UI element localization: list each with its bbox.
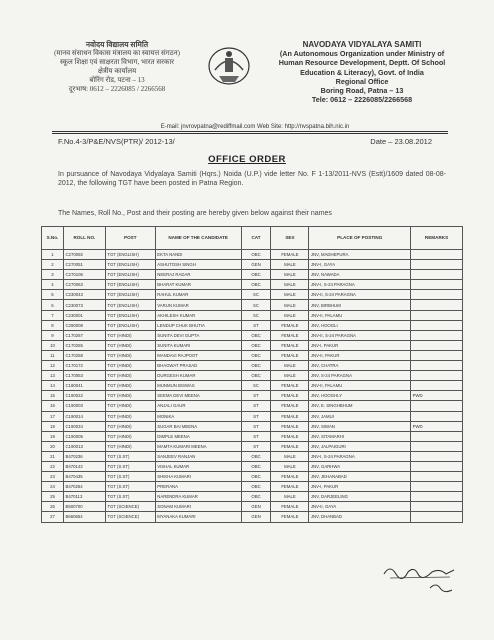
sno-cell: 8 [42, 320, 64, 330]
table-row [42, 482, 463, 492]
sex-cell: MALE [271, 371, 309, 381]
sex-cell: FEMALE [271, 512, 309, 522]
category-cell: OBC [241, 482, 271, 492]
sno-cell: 18 [42, 421, 64, 431]
posting-place-cell: JNV, JALPAIGURI [309, 441, 411, 451]
table-row [42, 401, 463, 411]
post-cell: TGT (HINDI) [105, 401, 155, 411]
name-cell: MANDAVI RAJPOOT [155, 350, 241, 360]
sno-cell: 16 [42, 401, 64, 411]
roll-no-cell: B470264 [63, 482, 105, 492]
hindi-line: (मानव संसाधन विकास मंत्रालय का स्वायत्त संगठन) [54, 49, 180, 57]
sno-cell: 15 [42, 391, 64, 401]
reference-number: F.No.4-3/P&E/NVS(PTR)/ 2012-13/ [58, 137, 175, 146]
roll-no-cell: C270092 [63, 250, 105, 260]
sno-cell: 23 [42, 472, 64, 482]
posting-place-cell: JNV-II, S-24 PARAGNA [309, 330, 411, 340]
posting-place-cell: JNV-II, S-24 PARAGNA [309, 290, 411, 300]
english-line: (An Autonomous Organization under Ministry of [279, 49, 445, 59]
table-row [42, 472, 463, 482]
category-cell: OBC [241, 492, 271, 502]
name-cell: BHAGWAT PRASAD [155, 361, 241, 371]
name-cell: SONAM KUMARI [155, 502, 241, 512]
category-cell: OBC [241, 340, 271, 350]
posting-place-cell: JNV, GARHWA [309, 461, 411, 471]
roll-no-cell: C190014 [63, 411, 105, 421]
remarks-cell [411, 270, 463, 280]
col-header: S.No. [42, 227, 64, 250]
remarks-cell [411, 290, 463, 300]
table-row [42, 421, 463, 431]
name-cell: PRERANA [155, 482, 241, 492]
posting-place-cell: JNV, E. SINGHBHUM [309, 401, 411, 411]
intro-paragraph: In pursuance of Navodaya Vidyalaya Samiti (Hqrs.) Noida (U.P.) vide letter No. F 1-13/2011-NVS (Estt)/1609 dated 08-08-2012, the following TGT have been posted in Patna Region. [58, 171, 446, 188]
sno-cell: 2 [42, 260, 64, 270]
sno-cell: 9 [42, 330, 64, 340]
posting-place-cell: JNV, S-24 PARAGNA [309, 371, 411, 381]
remarks-cell [411, 451, 463, 461]
sno-cell: 3 [42, 270, 64, 280]
category-cell: OBC [241, 371, 271, 381]
post-cell: TGT (SCIENCE) [105, 502, 155, 512]
post-cell: TGT (S.ST) [105, 461, 155, 471]
table-row [42, 270, 463, 280]
roll-no-cell: C270106 [63, 270, 105, 280]
name-cell: BHARAT KUMAR [155, 280, 241, 290]
sno-cell: 4 [42, 280, 64, 290]
name-cell: MAMTA KUMARI MEENA [155, 441, 241, 451]
posting-place-cell: JNV-II, PALAMU [309, 310, 411, 320]
post-cell: TGT (ENGLISH) [105, 290, 155, 300]
posting-table [41, 226, 463, 523]
contact-line: E-mail: jnvrovpatna@rediffmail.com Web Site: http://nvspatna.bih.nic.in [160, 124, 350, 130]
sno-cell: 7 [42, 310, 64, 320]
table-row [42, 492, 463, 502]
posting-place-cell: JNV, HOOGHLY [309, 391, 411, 401]
col-header: REMARKS [411, 227, 463, 250]
table-row [42, 461, 463, 471]
category-cell: ST [241, 421, 271, 431]
post-cell: TGT (S.ST) [105, 482, 155, 492]
sex-cell: FEMALE [271, 340, 309, 350]
posting-place-cell: JNV-I, S-24 PARAGNA [309, 280, 411, 290]
name-cell: VARUN KUMAR [155, 300, 241, 310]
posting-place-cell: JNV-II, GAYA [309, 502, 411, 512]
posting-place-cell: JNV, NAWADA [309, 270, 411, 280]
posting-place-cell: JNV, HOOGLI [309, 320, 411, 330]
roll-no-cell: C230043 [63, 290, 105, 300]
sno-cell: 21 [42, 451, 64, 461]
sno-cell: 13 [42, 371, 64, 381]
roll-no-cell: B500700 [63, 502, 105, 512]
table-row [42, 310, 463, 320]
sex-cell: FEMALE [271, 401, 309, 411]
hindi-header [42, 40, 192, 94]
name-cell: MYANAKA KUMARI [155, 512, 241, 522]
roll-no-cell: B470236 [63, 451, 105, 461]
sno-cell: 10 [42, 340, 64, 350]
name-cell: ASHUTOSH SINGH [155, 260, 241, 270]
roll-no-cell: C270063 [63, 280, 105, 290]
category-cell: SC [241, 300, 271, 310]
col-header: NAME OF THE CANDIDATE [155, 227, 241, 250]
sex-cell: MALE [271, 361, 309, 371]
posting-place-cell: JNV, JEHANABAD [309, 472, 411, 482]
table-header-row [42, 227, 463, 250]
category-cell: SC [241, 381, 271, 391]
remarks-cell [411, 492, 463, 502]
post-cell: TGT (HINDI) [105, 391, 155, 401]
category-cell: OBC [241, 330, 271, 340]
name-cell: AKHILESH KUMAR [155, 310, 241, 320]
sex-cell: MALE [271, 310, 309, 320]
hindi-line: दूरभाष: 0612 – 2226085 / 2266568 [68, 85, 166, 93]
post-cell: TGT (HINDI) [105, 381, 155, 391]
category-cell: ST [241, 320, 271, 330]
category-cell: GEN [241, 512, 271, 522]
sno-cell: 11 [42, 350, 64, 360]
posting-place-cell: JNV-I, PAKUR [309, 340, 411, 350]
category-cell: OBC [241, 250, 271, 260]
roll-no-cell: C190013 [63, 441, 105, 451]
post-cell: TGT (HINDI) [105, 431, 155, 441]
category-cell: GEN [241, 502, 271, 512]
roll-no-cell: B470113 [63, 492, 105, 502]
table-row [42, 361, 463, 371]
remarks-cell: PWD [411, 391, 463, 401]
english-header [262, 40, 462, 104]
table-row [42, 431, 463, 441]
name-cell: MUNMUN BISWAS [155, 381, 241, 391]
divider [52, 133, 448, 134]
name-cell: MONIKA [155, 411, 241, 421]
sno-cell: 19 [42, 431, 64, 441]
remarks-cell [411, 250, 463, 260]
posting-place-cell: JNV, SIWAN [309, 421, 411, 431]
post-cell: TGT (ENGLISH) [105, 250, 155, 260]
table-row [42, 512, 463, 522]
sex-cell: FEMALE [271, 320, 309, 330]
col-header: PLACE OF POSTING [309, 227, 411, 250]
table-row [42, 451, 463, 461]
table-body [42, 250, 463, 523]
sex-cell: FEMALE [271, 391, 309, 401]
sex-cell: MALE [271, 290, 309, 300]
divider [52, 131, 448, 132]
table-row [42, 280, 463, 290]
page-title: OFFICE ORDER [208, 154, 286, 165]
remarks-cell [411, 502, 463, 512]
name-cell: SUNITA DEVI GUPTA [155, 330, 241, 340]
sex-cell: FEMALE [271, 502, 309, 512]
col-header: ROLL NO. [63, 227, 105, 250]
roll-no-cell: C290008 [63, 320, 105, 330]
name-cell: SEEMA DEVI MEENA [155, 391, 241, 401]
hindi-line: नवोदय विद्यालय समिति [85, 40, 149, 49]
sno-cell: 12 [42, 361, 64, 371]
posting-place-cell: JNV, MADHEPURA [309, 250, 411, 260]
name-cell: RAHUL KUMAR [155, 290, 241, 300]
name-cell: DURGESH KUMAR [155, 371, 241, 381]
roll-no-cell: C170258 [63, 350, 105, 360]
table-row [42, 330, 463, 340]
roll-no-cell: C230073 [63, 300, 105, 310]
posting-place-cell: JNV-I, S-24 PARAGNA [309, 451, 411, 461]
roll-no-cell: B660654 [63, 512, 105, 522]
sex-cell: FEMALE [271, 441, 309, 451]
english-line: Education & Literacy), Govt. of India [300, 67, 424, 77]
table-row [42, 290, 463, 300]
table-row [42, 381, 463, 391]
sno-cell: 27 [42, 512, 64, 522]
sno-cell: 26 [42, 502, 64, 512]
posting-place-cell: JNV-I, GAYA [309, 260, 411, 270]
table-row [42, 320, 463, 330]
list-intro-paragraph: The Names, Roll No., Post and their posting are hereby given below against their names [58, 210, 332, 217]
name-cell: LENDUP CHUK BHUTIA [155, 320, 241, 330]
post-cell: TGT (HINDI) [105, 350, 155, 360]
table-row [42, 391, 463, 401]
hindi-line: स्कूल शिक्षा एवं साक्षरता विभाग, भारत सरकार [59, 58, 175, 66]
col-header: POST [105, 227, 155, 250]
post-cell: TGT (ENGLISH) [105, 280, 155, 290]
remarks-cell [411, 431, 463, 441]
post-cell: TGT (HINDI) [105, 441, 155, 451]
roll-no-cell: C170172 [63, 361, 105, 371]
category-cell: OBC [241, 472, 271, 482]
order-date: Date – 23.08.2012 [370, 137, 432, 146]
posting-place-cell: JNV, JAMUI [309, 411, 411, 421]
post-cell: TGT (HINDI) [105, 411, 155, 421]
category-cell: OBC [241, 350, 271, 360]
post-cell: TGT (HINDI) [105, 330, 155, 340]
sex-cell: FEMALE [271, 472, 309, 482]
table-row [42, 441, 463, 451]
post-cell: TGT (ENGLISH) [105, 310, 155, 320]
category-cell: SC [241, 290, 271, 300]
sex-cell: FEMALE [271, 421, 309, 431]
table-row [42, 340, 463, 350]
roll-no-cell: C270051 [63, 260, 105, 270]
col-header: SEX [271, 227, 309, 250]
roll-no-cell: C180041 [63, 381, 105, 391]
sex-cell: FEMALE [271, 350, 309, 360]
post-cell: TGT (ENGLISH) [105, 320, 155, 330]
post-cell: TGT (ENGLISH) [105, 260, 155, 270]
roll-no-cell: C230001 [63, 310, 105, 320]
name-cell: ANJALI GAUR [155, 401, 241, 411]
signature-image [380, 560, 460, 600]
remarks-cell [411, 300, 463, 310]
table-row [42, 250, 463, 260]
sex-cell: FEMALE [271, 381, 309, 391]
remarks-cell [411, 461, 463, 471]
sno-cell: 20 [42, 441, 64, 451]
posting-place-cell: JNV-I, PAKUR [309, 482, 411, 492]
name-cell: VISHAL KUMAR [155, 461, 241, 471]
roll-no-cell: C190003 [63, 401, 105, 411]
sex-cell: FEMALE [271, 250, 309, 260]
remarks-cell [411, 361, 463, 371]
remarks-cell [411, 320, 463, 330]
post-cell: TGT (SCIENCE) [105, 512, 155, 522]
sno-cell: 24 [42, 482, 64, 492]
post-cell: TGT (HINDI) [105, 361, 155, 371]
category-cell: OBC [241, 361, 271, 371]
english-line: Tele: 0612 – 2226085/2266568 [311, 95, 413, 105]
category-cell: SC [241, 310, 271, 320]
roll-no-cell: C190022 [63, 391, 105, 401]
table-row [42, 502, 463, 512]
name-cell: EKTA NANDI [155, 250, 241, 260]
sex-cell: FEMALE [271, 330, 309, 340]
post-cell: TGT (HINDI) [105, 371, 155, 381]
remarks-cell [411, 472, 463, 482]
roll-no-cell: C170267 [63, 330, 105, 340]
category-cell: ST [241, 441, 271, 451]
remarks-cell [411, 441, 463, 451]
roll-no-cell: C190034 [63, 421, 105, 431]
sno-cell: 25 [42, 492, 64, 502]
roll-no-cell: B470435 [63, 472, 105, 482]
category-cell: ST [241, 401, 271, 411]
remarks-cell [411, 381, 463, 391]
sex-cell: MALE [271, 270, 309, 280]
remarks-cell [411, 260, 463, 270]
category-cell: OBC [241, 270, 271, 280]
hindi-line: क्षेत्रीय कार्यालय [97, 67, 137, 75]
post-cell: TGT (S.ST) [105, 492, 155, 502]
english-line: Boring Road, Patna – 13 [320, 86, 404, 96]
posting-place-cell: JNV, CHATRA [309, 361, 411, 371]
sex-cell: MALE [271, 300, 309, 310]
table-row [42, 300, 463, 310]
english-line: Regional Office [335, 76, 389, 86]
category-cell: OBC [241, 461, 271, 471]
sex-cell: MALE [271, 280, 309, 290]
roll-no-cell: B470143 [63, 461, 105, 471]
table-row [42, 260, 463, 270]
table-row [42, 371, 463, 381]
remarks-cell [411, 350, 463, 360]
name-cell: NEERAJ RADAR [155, 270, 241, 280]
sex-cell: FEMALE [271, 482, 309, 492]
category-cell: ST [241, 411, 271, 421]
sno-cell: 5 [42, 290, 64, 300]
sex-cell: FEMALE [271, 431, 309, 441]
org-name: NAVODAYA VIDYALAYA SAMITI [302, 40, 422, 49]
post-cell: TGT (ENGLISH) [105, 300, 155, 310]
table-row [42, 411, 463, 421]
remarks-cell [411, 482, 463, 492]
sno-cell: 17 [42, 411, 64, 421]
category-cell: GEN [241, 260, 271, 270]
posting-place-cell: JNV, SITAMARHI [309, 431, 411, 441]
post-cell: TGT (S.ST) [105, 451, 155, 461]
remarks-cell [411, 411, 463, 421]
roll-no-cell: C170053 [63, 371, 105, 381]
posting-place-cell: JNV-II, PAKUR [309, 350, 411, 360]
posting-place-cell: JNV-II, PALAMU [309, 381, 411, 391]
sno-cell: 14 [42, 381, 64, 391]
hindi-line: बोरिंग रोड, पटना – 13 [89, 76, 145, 84]
remarks-cell [411, 280, 463, 290]
remarks-cell [411, 401, 463, 411]
name-cell: DIMPLE MEENA [155, 431, 241, 441]
name-cell: SHIKHA KUMARI [155, 472, 241, 482]
remarks-cell [411, 371, 463, 381]
sex-cell: MALE [271, 451, 309, 461]
sex-cell: MALE [271, 492, 309, 502]
remarks-cell: PWD [411, 421, 463, 431]
remarks-cell [411, 330, 463, 340]
roll-no-cell: C170255 [63, 340, 105, 350]
post-cell: TGT (HINDI) [105, 421, 155, 431]
posting-place-cell: JNV, DHANBAD [309, 512, 411, 522]
name-cell: SANJEEV RANJAN [155, 451, 241, 461]
post-cell: TGT (ENGLISH) [105, 270, 155, 280]
posting-place-cell: JNV, DARJEELING [309, 492, 411, 502]
roll-no-cell: C190005 [63, 431, 105, 441]
post-cell: TGT (S.ST) [105, 472, 155, 482]
sex-cell: MALE [271, 461, 309, 471]
sex-cell: FEMALE [271, 411, 309, 421]
sno-cell: 6 [42, 300, 64, 310]
sex-cell: MALE [271, 260, 309, 270]
english-line: Human Resource Development, Deptt. Of School [278, 58, 446, 68]
post-cell: TGT (HINDI) [105, 340, 155, 350]
name-cell: NARENDRA KUMAR [155, 492, 241, 502]
category-cell: ST [241, 431, 271, 441]
nvs-emblem-icon [205, 44, 253, 88]
table-row [42, 350, 463, 360]
category-cell: OBC [241, 280, 271, 290]
posting-place-cell: JNV, BIRBHUM [309, 300, 411, 310]
name-cell: SUNITA KUMARI [155, 340, 241, 350]
remarks-cell [411, 310, 463, 320]
remarks-cell [411, 340, 463, 350]
remarks-cell [411, 512, 463, 522]
col-header: CAT [241, 227, 271, 250]
name-cell: SUGAR BAI MEENA [155, 421, 241, 431]
category-cell: OBC [241, 451, 271, 461]
sno-cell: 22 [42, 461, 64, 471]
sno-cell: 1 [42, 250, 64, 260]
category-cell: ST [241, 391, 271, 401]
